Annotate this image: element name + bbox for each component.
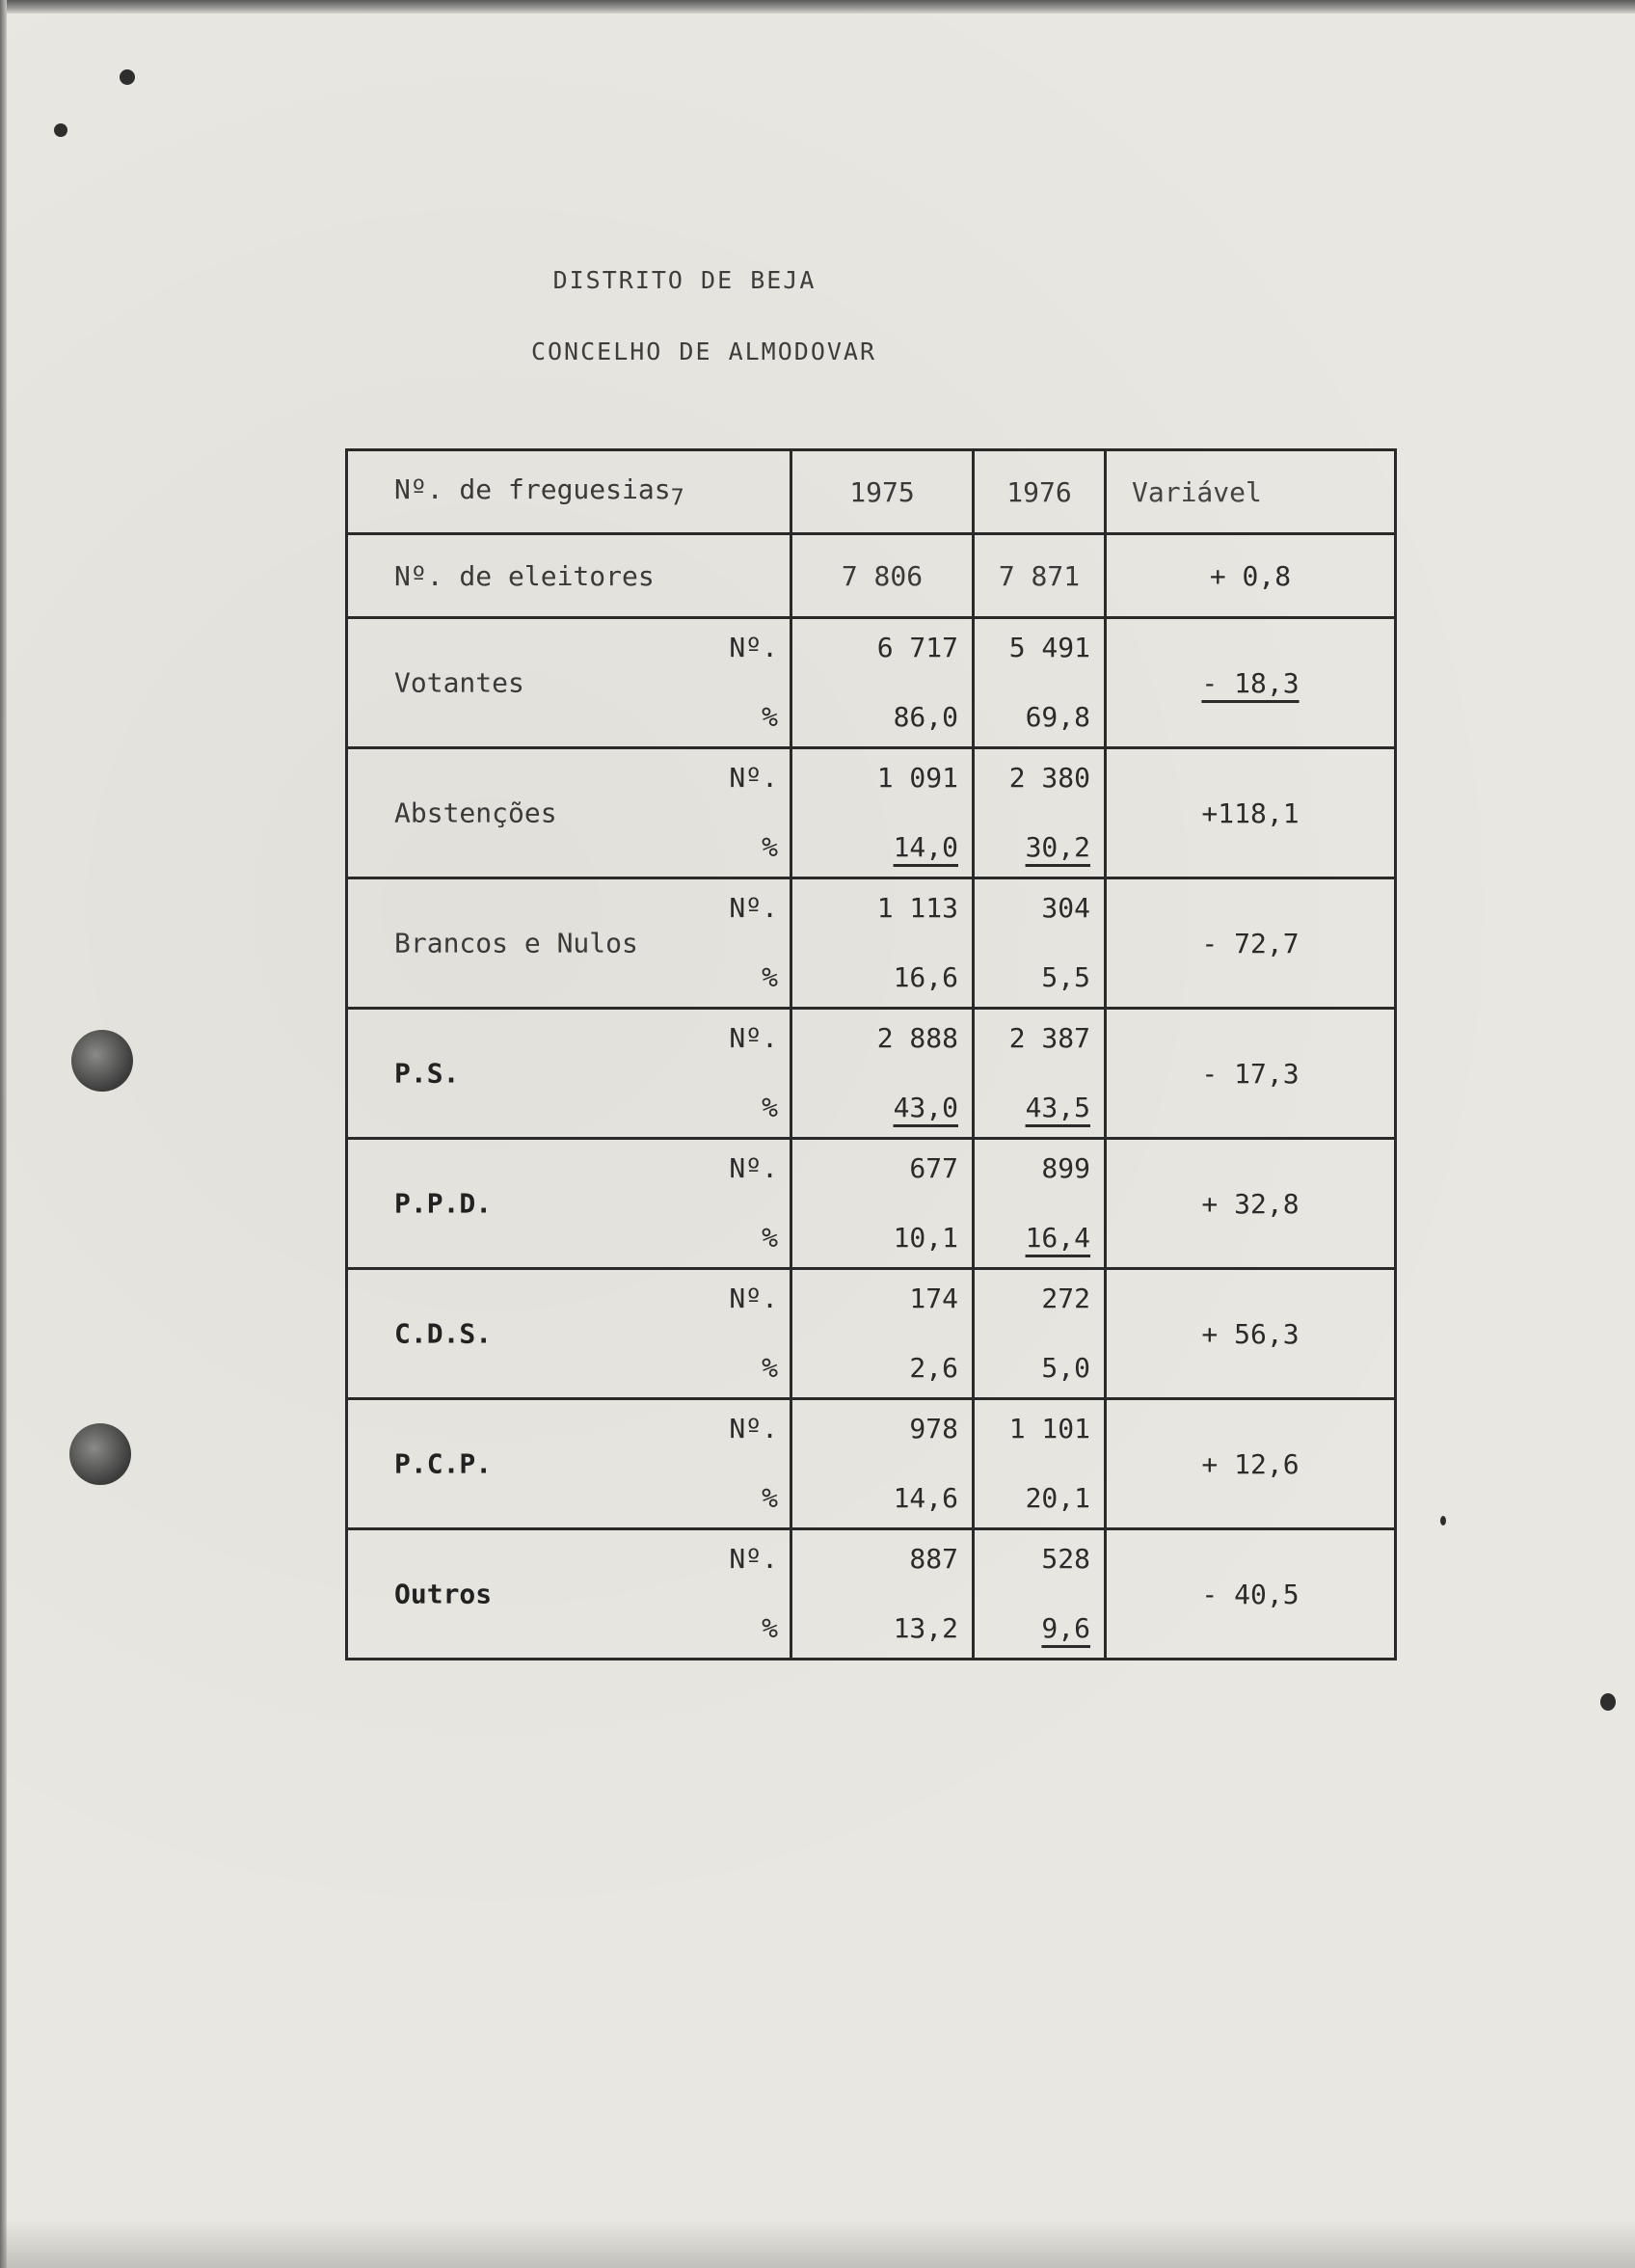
registered-voters-variation: + 0,8	[1106, 534, 1396, 618]
election-results-table	[345, 448, 1397, 1660]
number-1976: 2 387	[1008, 1022, 1090, 1054]
row-label: P.P.D.	[394, 1187, 493, 1220]
percent-1976: 5,0	[1041, 1352, 1090, 1384]
table-row	[347, 618, 1396, 748]
percent-1976: 9,6	[1041, 1612, 1090, 1644]
table-row	[347, 1269, 1396, 1399]
ink-dot	[1600, 1693, 1616, 1711]
row-label: C.D.S.	[394, 1317, 493, 1350]
sub-number-label: Nº.	[729, 1413, 778, 1444]
registered-voters-1976: 7 871	[974, 534, 1106, 618]
percent-1976: 20,1	[1025, 1482, 1090, 1514]
sub-percent-label: %	[762, 1612, 778, 1644]
punch-hole-bottom	[69, 1423, 131, 1485]
percent-1975: 16,6	[893, 961, 958, 993]
percent-1976: 30,2	[1025, 831, 1090, 863]
number-1976: 1 101	[1008, 1413, 1090, 1444]
number-1975: 1 113	[876, 892, 958, 924]
table-row	[347, 1009, 1396, 1139]
variation-value: - 18,3	[1201, 666, 1300, 699]
sub-number-label: Nº.	[729, 1282, 778, 1314]
number-1975: 978	[909, 1413, 958, 1444]
row-label: Abstenções	[394, 796, 557, 829]
sub-number-label: Nº.	[729, 762, 778, 794]
sub-number-label: Nº.	[729, 632, 778, 663]
sub-percent-label: %	[762, 961, 778, 993]
row-label: Votantes	[394, 666, 524, 699]
scan-bottom-edge	[0, 2220, 1635, 2268]
registered-voters-1975: 7 806	[791, 534, 974, 618]
ink-dot	[120, 69, 135, 85]
number-1976: 899	[1041, 1152, 1090, 1184]
parishes-count: 7	[670, 483, 684, 511]
variation-value: + 12,6	[1106, 1399, 1396, 1529]
table-row	[347, 1139, 1396, 1269]
parishes-cell	[347, 450, 791, 534]
registered-voters-row	[347, 534, 1396, 618]
sub-percent-label: %	[762, 1482, 778, 1514]
number-1976: 2 380	[1008, 762, 1090, 794]
variation-value: + 56,3	[1106, 1269, 1396, 1399]
table-row	[347, 748, 1396, 878]
variation-header: Variável	[1106, 450, 1396, 534]
percent-1975: 13,2	[893, 1612, 958, 1644]
sub-number-label: Nº.	[729, 1543, 778, 1575]
variation-value: - 72,7	[1106, 878, 1396, 1009]
registered-voters-label: Nº. de eleitores	[347, 534, 791, 618]
district-title: DISTRITO DE BEJA	[552, 266, 817, 294]
number-1975: 174	[909, 1282, 958, 1314]
ink-dot	[54, 123, 67, 137]
header-row	[347, 450, 1396, 534]
number-1976: 528	[1041, 1543, 1090, 1575]
percent-1976: 43,5	[1025, 1092, 1090, 1123]
year-1976-header: 1976	[974, 450, 1106, 534]
year-1975-header: 1975	[791, 450, 974, 534]
council-title: CONCELHO DE ALMODOVAR	[530, 338, 877, 365]
percent-1975: 14,0	[893, 831, 958, 863]
scan-top-edge	[0, 0, 1635, 14]
number-1976: 304	[1041, 892, 1090, 924]
sub-percent-label: %	[762, 1222, 778, 1254]
percent-1976: 69,8	[1025, 701, 1090, 733]
ink-dot	[1440, 1516, 1446, 1526]
number-1975: 6 717	[876, 632, 958, 663]
number-1975: 677	[909, 1152, 958, 1184]
percent-1975: 2,6	[909, 1352, 958, 1384]
number-1975: 887	[909, 1543, 958, 1575]
row-label: Brancos e Nulos	[394, 927, 638, 959]
sub-percent-label: %	[762, 1352, 778, 1384]
percent-1975: 10,1	[893, 1222, 958, 1254]
sub-number-label: Nº.	[729, 1022, 778, 1054]
table-row	[347, 1399, 1396, 1529]
percent-1975: 14,6	[893, 1482, 958, 1514]
variation-value: - 40,5	[1106, 1529, 1396, 1660]
percent-1975: 86,0	[893, 701, 958, 733]
sub-percent-label: %	[762, 701, 778, 733]
percent-1975: 43,0	[893, 1092, 958, 1123]
variation-value: + 32,8	[1106, 1139, 1396, 1269]
row-label: Outros	[394, 1578, 493, 1610]
parishes-label: Nº. de freguesias	[394, 472, 671, 505]
row-label: P.C.P.	[394, 1447, 493, 1480]
table-row	[347, 1529, 1396, 1660]
row-label: P.S.	[394, 1057, 460, 1090]
number-1975: 2 888	[876, 1022, 958, 1054]
variation-value: +118,1	[1106, 748, 1396, 878]
percent-1976: 5,5	[1041, 961, 1090, 993]
sub-number-label: Nº.	[729, 892, 778, 924]
number-1975: 1 091	[876, 762, 958, 794]
number-1976: 272	[1041, 1282, 1090, 1314]
sub-percent-label: %	[762, 831, 778, 863]
sub-number-label: Nº.	[729, 1152, 778, 1184]
sub-percent-label: %	[762, 1092, 778, 1123]
table-row	[347, 878, 1396, 1009]
variation-value: - 17,3	[1106, 1009, 1396, 1139]
punch-hole-top	[71, 1030, 133, 1092]
number-1976: 5 491	[1008, 632, 1090, 663]
percent-1976: 16,4	[1025, 1222, 1090, 1254]
